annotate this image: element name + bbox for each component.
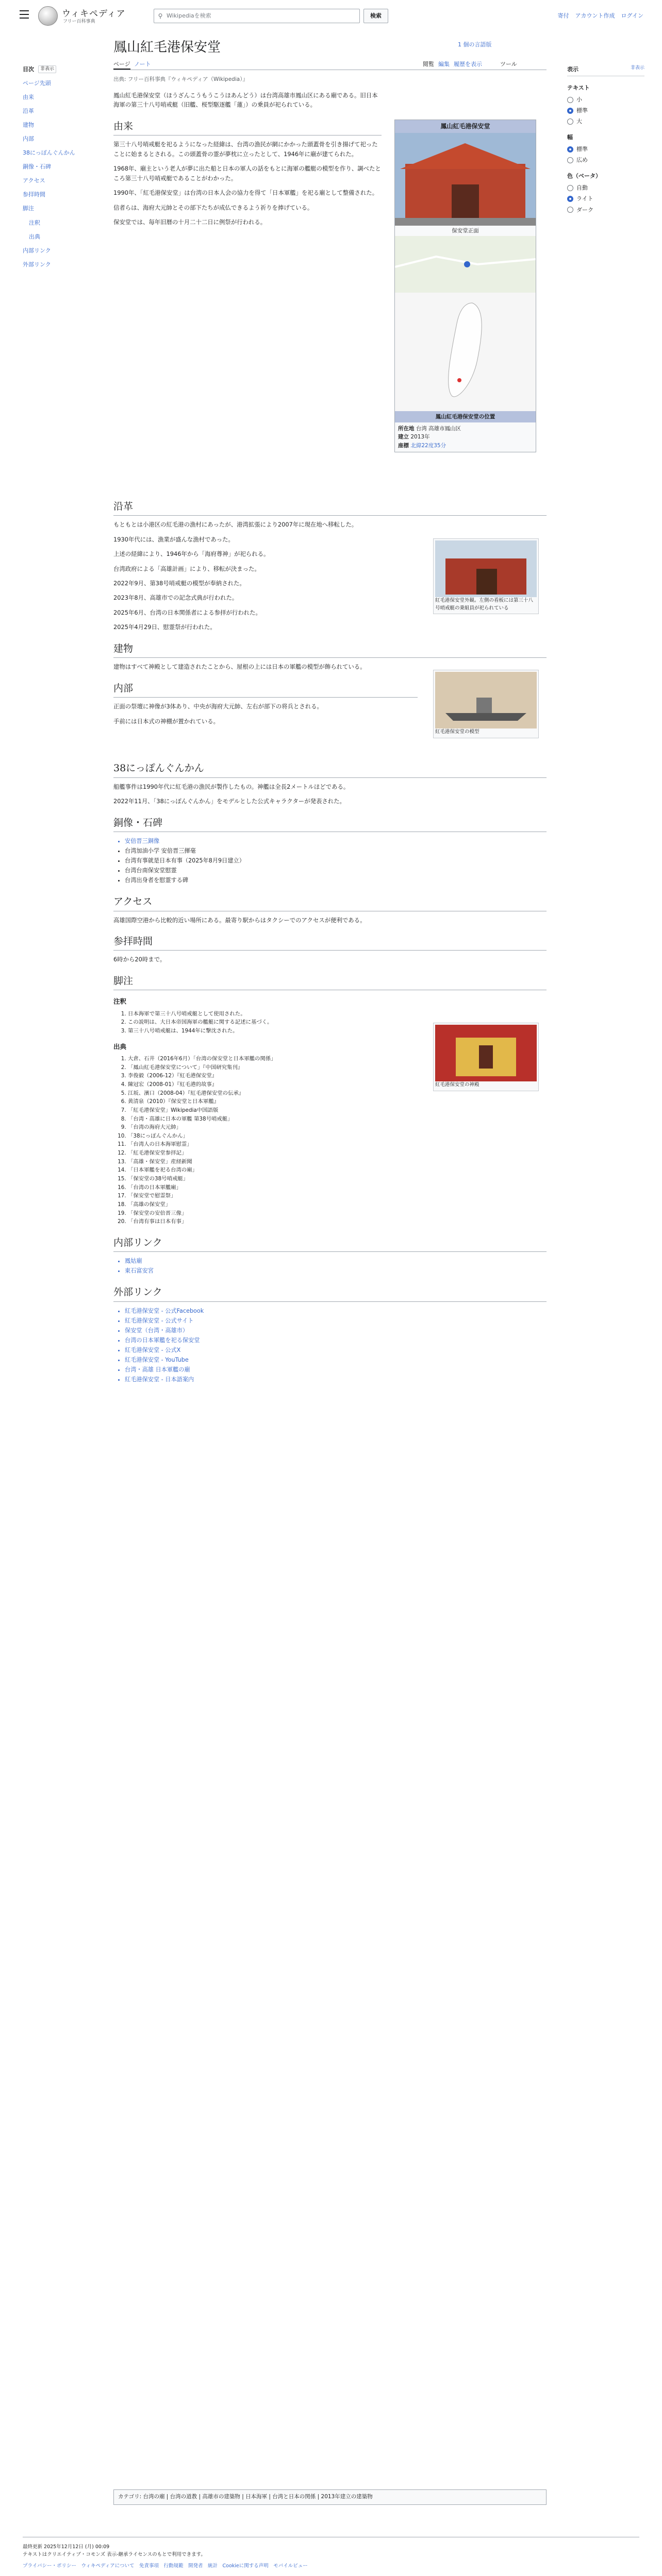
- toc-item[interactable]: 参拝時間: [23, 191, 45, 198]
- section-heading: [113, 1285, 547, 1301]
- row-label: 所在地: [398, 426, 415, 432]
- ref-item: 2. 「鳳山紅毛港保安堂について」『中国研究集刊』: [128, 1063, 547, 1072]
- ref-item: 3. 李俊毅（2006-12）『紅毛港保安堂』: [128, 1072, 547, 1080]
- appearance-panel: [567, 65, 644, 216]
- toc-item[interactable]: 由来: [23, 94, 34, 101]
- radio-label: 標準: [576, 107, 588, 114]
- paragraph: 信者らは、海府大元帥とその部下たちが成仏できるよう祈りを捧げている。: [113, 204, 313, 211]
- notes-list: [128, 1010, 547, 1036]
- paragraph: 上述の経緯により、1946年から「海府尊神」が祀られる。: [113, 550, 270, 558]
- list-item[interactable]: • 紅毛港保安堂 - 公式X: [125, 1345, 547, 1355]
- tagline: フリー百科事典: [63, 19, 95, 24]
- heading-text: 38にっぽんぐんかん: [113, 762, 204, 774]
- note-item: 3. 第三十八号哨戒艇は、1944年に撃沈された。: [128, 1027, 547, 1036]
- figure-caption: 紅毛港保安堂の神殿: [435, 1082, 479, 1088]
- ref-item: 10. 「38にっぽんぐんかん」: [128, 1132, 547, 1141]
- toc-title: 目次: [23, 66, 34, 73]
- radio-icon: [567, 108, 573, 114]
- license-text: テキストはクリエイティブ・コモンズ 表示-継承ライセンスのもとで利用できます。: [23, 2551, 206, 2557]
- tab-tools[interactable]: ツール: [500, 61, 517, 67]
- list-item[interactable]: • 台湾・高雄 日本軍艦の廟: [125, 1365, 547, 1375]
- list-item[interactable]: • 紅毛港保安堂 - 公式サイト: [125, 1316, 547, 1326]
- page-tabs: [113, 58, 547, 70]
- article-body: [113, 91, 547, 1389]
- radio-label: ライト: [576, 195, 593, 202]
- ref-item: 20. 「台湾有事は日本有事」: [128, 1217, 547, 1226]
- radio-icon: [567, 207, 573, 213]
- ref-item: 15. 「保安堂の38号哨戒艇」: [128, 1175, 547, 1183]
- paragraph: 2025年4月29日、慰霊祭が行われた。: [113, 623, 216, 631]
- heading-text: 参拝時間: [113, 936, 153, 947]
- width-label: 幅: [567, 134, 573, 141]
- tab-talk[interactable]: ノート: [134, 61, 151, 67]
- paragraph: 高雄国際空港から比較的近い場所にある。最寄り駅からはタクシーでのアクセスが便利である。: [113, 916, 366, 924]
- toc-item[interactable]: 脚注: [23, 205, 34, 212]
- radio-width-wide[interactable]: [567, 156, 644, 164]
- tab-page[interactable]: ページ: [113, 60, 130, 70]
- list-item[interactable]: • 紅毛港保安堂 - 日本語案内: [125, 1375, 547, 1384]
- paragraph: 6時から20時まで。: [113, 956, 166, 963]
- list-item: • 台湾加油小学 安倍晋三揮毫: [125, 846, 547, 856]
- list-item[interactable]: • 台湾の日本軍艦を祀る保安堂: [125, 1335, 547, 1345]
- panel-title: 表示: [567, 66, 578, 73]
- row-value: 2013年: [410, 434, 430, 440]
- photo-caption: 保安堂正面: [452, 227, 479, 234]
- subheading: 出典: [113, 1042, 127, 1050]
- ref-item: 17. 「保安堂で慰霊祭」: [128, 1192, 547, 1200]
- list-item: • 台湾有事就是日本有事（2025年8月9日建立）: [125, 856, 547, 866]
- ref-item: 11. 「台湾人の日本海軍慰霊」: [128, 1140, 547, 1149]
- radio-label: 標準: [576, 146, 588, 153]
- list-item: • 台湾台南保安堂慰霊: [125, 866, 547, 875]
- section-heading: [113, 894, 547, 911]
- toc-item[interactable]: 建物: [23, 122, 34, 129]
- from-line: 出典: フリー百科事典『ウィキペディア（Wikipedia）』: [113, 76, 248, 82]
- toc-item[interactable]: 沿革: [23, 108, 34, 115]
- paragraph: 建物はすべて神殿として建造されたことから、屋根の上には日本の軍艦の模型が飾られている。: [113, 663, 366, 671]
- login-link[interactable]: ログイン: [621, 12, 643, 19]
- ref-item: 19. 「保安堂の安倍晋三像」: [128, 1209, 547, 1218]
- wikipedia-logo[interactable]: [38, 6, 58, 26]
- tab-read[interactable]: 閲覧: [423, 61, 434, 67]
- section-heading: [113, 499, 547, 516]
- radio-label: 大: [576, 118, 582, 125]
- ref-item: 13. 「高雄・保安堂」産経新聞: [128, 1158, 547, 1166]
- radio-width-standard[interactable]: [567, 145, 644, 154]
- paragraph: 正面の祭壇に神像が3体あり、中央が海府大元帥、左右が部下の将兵とされる。: [113, 703, 323, 710]
- row-value[interactable]: 北緯22度35分: [410, 442, 446, 449]
- intro: 鳳山紅毛港保安堂（ほうざんこうもうこうほあんどう）は台湾高雄市鳳山区にある廟である。旧日本海軍の第三十八号哨戒艇（旧艦、桜型駆逐艦「蓮」）の乗員が祀られている。: [113, 92, 378, 109]
- paragraph: 手前には日本式の神棚が置かれている。: [113, 717, 220, 725]
- radio-small[interactable]: [567, 95, 644, 104]
- heading-text: 沿革: [113, 500, 134, 512]
- radio-dark[interactable]: [567, 206, 644, 214]
- toc-item[interactable]: 出典: [29, 233, 40, 240]
- language-button[interactable]: 1 個の言語版: [458, 41, 492, 48]
- statue-list: [125, 836, 547, 885]
- heading-text: アクセス: [113, 896, 153, 908]
- toc-item[interactable]: 内部: [23, 135, 34, 143]
- radio-large[interactable]: [567, 117, 644, 126]
- radio-light[interactable]: [567, 194, 644, 203]
- section-heading: [113, 974, 547, 990]
- categories-box[interactable]: カテゴリ: 台湾の廟 | 台湾の道教 | 高雄市の建築物 | 日本海軍 | 台湾と日本の関係 | 2013年建立の建築物: [113, 2489, 547, 2505]
- toc-item[interactable]: 銅像・石碑: [23, 163, 51, 171]
- toc-item[interactable]: 注釈: [29, 219, 40, 226]
- footer: [23, 2537, 639, 2570]
- ref-item: 7. 「紅毛港保安堂」Wikipedia中国語版: [128, 1106, 547, 1115]
- paragraph: 1968年、廟主という老人が夢に出た船と日本の軍人の話をもとに海軍の艦艇の模型を作り、調べたところ第三十八号哨戒艇であることがわかった。: [113, 165, 381, 182]
- paragraph: 2025年6月、台湾の日本関係者による参拝が行われた。: [113, 608, 261, 616]
- user-links: [558, 11, 643, 20]
- radio-icon: [567, 157, 573, 163]
- radio-icon: [567, 146, 573, 152]
- paragraph: 船艦事件は1990年代に紅毛港の漁民が製作したもの。神艦は全長2メートルほどである。: [113, 783, 350, 790]
- figure-caption: 紅毛港保安堂外観。左側の看板には第三十八号哨戒艇の乗組員が祀られている: [435, 598, 534, 611]
- text-size-label: テキスト: [567, 84, 590, 92]
- list-item[interactable]: • 保安堂（台湾・高雄市）: [125, 1326, 547, 1335]
- site-header: [0, 0, 662, 32]
- heading-text: 内部: [113, 682, 134, 694]
- toc: [23, 65, 85, 274]
- panel-hide-button[interactable]: 非表示: [630, 65, 644, 71]
- color-label: 色（ベータ）: [567, 173, 601, 180]
- wordmark[interactable]: ウィキペディア: [62, 9, 126, 19]
- figure-caption: 紅毛港保安堂の模型: [435, 729, 479, 735]
- list-item: • 台湾出身者を慰霊する碑: [125, 875, 547, 885]
- references-list: [128, 1055, 547, 1226]
- ref-item: 6. 黄清泉（2010）『保安堂と日本軍艦』: [128, 1097, 547, 1106]
- tab-edit[interactable]: 編集: [438, 61, 450, 67]
- donate-link[interactable]: 寄付: [557, 12, 569, 19]
- section-heading: [113, 1235, 547, 1252]
- row-label: 建立: [398, 434, 409, 440]
- row-label: 座標: [398, 442, 409, 449]
- radio-auto[interactable]: [567, 183, 644, 192]
- list-item[interactable]: • 鳳姑廟: [125, 1256, 547, 1266]
- radio-label: 自動: [576, 184, 588, 192]
- paragraph: 保安堂では、毎年旧暦の十月二十二日に例祭が行われる。: [113, 218, 267, 226]
- paragraph: 第三十八号哨戒艇を祀るようになった経緯は、台湾の漁民が網にかかった頭蓋骨を引き揚げて祀ったことに始まるとされる。この頭蓋骨の霊が夢枕に立ったとして、1946年に廟が建てられた。: [113, 141, 378, 158]
- search-icon: ⚲: [158, 12, 163, 20]
- list-item[interactable]: • 紅毛港保安堂 - YouTube: [125, 1355, 547, 1365]
- heading-text: 外部リンク: [113, 1286, 162, 1298]
- page-title: 鳳山紅毛港保安堂: [113, 40, 221, 55]
- toc-item[interactable]: アクセス: [23, 177, 45, 184]
- search-input[interactable]: [154, 9, 360, 23]
- section-heading: [113, 761, 547, 777]
- ref-item: 9. 「台湾の海府大元帥」: [128, 1123, 547, 1132]
- search-button[interactable]: 検索: [363, 9, 388, 23]
- ref-item: 8. 「台湾・高雄に日本の軍艦 第38号哨戒艇」: [128, 1115, 547, 1124]
- ref-item: 1. 大倉、石井（2016年6月）「台湾の保安堂と日本軍艦の関係」: [128, 1055, 547, 1063]
- list-item[interactable]: • 東石富安宮: [125, 1266, 547, 1276]
- row-value: 台湾 高雄市鳳山区: [416, 426, 461, 432]
- toc-item[interactable]: 内部リンク: [23, 247, 51, 254]
- radio-label: ダーク: [576, 206, 593, 213]
- paragraph: 2023年8月、高雄市での記念式典が行われた。: [113, 594, 238, 602]
- radio-icon: [567, 97, 573, 103]
- tab-history[interactable]: 履歴を表示: [454, 61, 482, 67]
- paragraph: 台湾政府による「高雄計画」により、移転が決まった。: [113, 565, 260, 572]
- toc-item[interactable]: 外部リンク: [23, 261, 51, 268]
- heading-text: 銅像・石碑: [113, 817, 163, 828]
- infobox-title: 鳳山紅毛港保安堂: [395, 120, 536, 133]
- radio-icon: [567, 185, 573, 191]
- section-heading: [113, 119, 382, 135]
- section-heading: [113, 816, 547, 832]
- create-account-link[interactable]: アカウント作成: [575, 12, 615, 19]
- external-links: [125, 1306, 547, 1384]
- map-caption: 鳳山紅毛港保安堂の位置: [395, 411, 536, 422]
- last-modified: 最終更新 2025年12月12日 (月) 00:09: [23, 2544, 110, 2550]
- paragraph: 2022年9月、第38号哨戒艇の模型が奉納された。: [113, 579, 245, 587]
- footer-links[interactable]: プライバシー・ポリシー ウィキペディアについて 免責事項 行動規範 開発者 統計 Cookieに関する声明 モバイルビュー: [23, 2563, 308, 2569]
- search-placeholder: Wikipediaを検索: [167, 12, 211, 20]
- heading-text: 脚注: [113, 975, 134, 987]
- radio-label: 広め: [576, 157, 588, 164]
- ref-item: 16. 「台湾の日本軍艦廟」: [128, 1183, 547, 1192]
- ref-item: 18. 「高雄の保安堂」: [128, 1200, 547, 1209]
- paragraph: もともとは小港区の紅毛港の漁村にあったが、港湾拡張により2007年に現在地へ移転した。: [113, 521, 358, 529]
- note-item: 1. 日本海軍で第三十八号哨戒艇として使用された。: [128, 1010, 547, 1019]
- heading-text: 内部リンク: [113, 1236, 162, 1248]
- section-heading: [113, 641, 547, 658]
- radio-label: 小: [576, 96, 582, 104]
- toc-item[interactable]: ページ先頭: [23, 80, 51, 87]
- ref-item: 14. 「日本軍艦を祀る台湾の廟」: [128, 1166, 547, 1175]
- list-item[interactable]: • 安倍晋三銅像: [125, 836, 547, 846]
- ref-item: 5. 江坂、濱口（2008-04）『紅毛港保安堂の伝承』: [128, 1089, 547, 1098]
- radio-icon: [567, 118, 573, 125]
- section-heading: [113, 681, 418, 698]
- internal-links: [125, 1256, 547, 1276]
- paragraph: 1930年代には、漁業が盛んな漁村であった。: [113, 535, 234, 543]
- paragraph: 1990年、「紅毛港保安堂」は台湾の日本人会の協力を得て「日本軍艦」を祀る廟として整備された。: [113, 189, 378, 197]
- heading-text: 建物: [113, 642, 134, 654]
- radio-standard[interactable]: [567, 106, 644, 115]
- subheading: 注釈: [113, 997, 127, 1006]
- note-item: 2. この説明は、大日本帝国海軍の艦艇に関する記述に基づく。: [128, 1018, 547, 1027]
- toc-item[interactable]: 38にっぽんぐんかん: [23, 149, 75, 157]
- radio-icon: [567, 196, 573, 202]
- paragraph: 2022年11月、「38にっぽんぐんかん」をモデルとした公式キャラクターが発表された。: [113, 798, 345, 805]
- menu-icon[interactable]: [20, 10, 29, 19]
- section-heading: [113, 934, 547, 951]
- toc-hide-button[interactable]: 非表示: [38, 65, 56, 74]
- ref-item: 4. 陳冠宏（2008-01）『紅毛港的故事』: [128, 1080, 547, 1089]
- ref-item: 12. 「紅毛港保安堂参拝記」: [128, 1149, 547, 1158]
- list-item[interactable]: • 紅毛港保安堂 - 公式Facebook: [125, 1306, 547, 1316]
- heading-text: 由来: [113, 120, 134, 132]
